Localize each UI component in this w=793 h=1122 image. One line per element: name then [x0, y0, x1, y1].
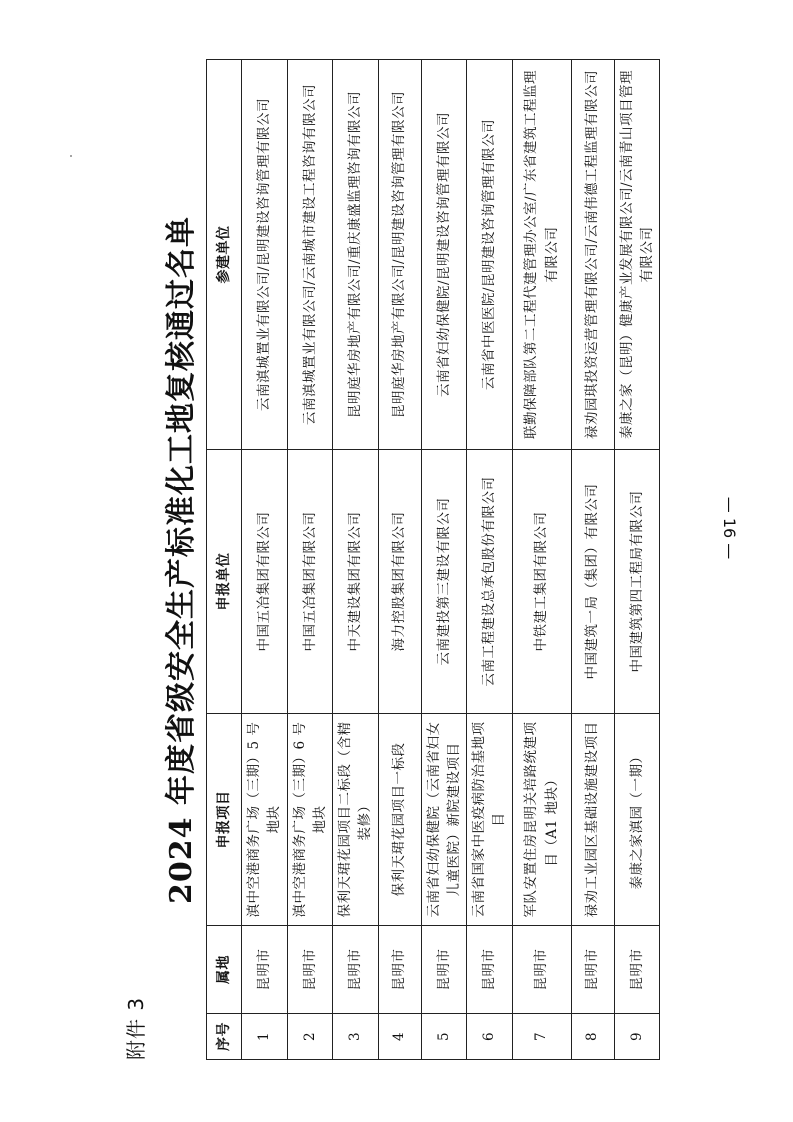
table-row: [467, 60, 513, 1060]
table-row: [571, 60, 614, 1060]
cell-location: 昆明市: [467, 926, 513, 1014]
table-row: [287, 60, 333, 1060]
cell-location: 昆明市: [242, 926, 288, 1014]
cell-project: 滇中空港商务广场（三期）6 号地块: [287, 714, 333, 926]
cell-participants: 云南省妇幼保健院/昆明建设咨询管理有限公司: [421, 60, 467, 450]
cell-index: 7: [512, 1014, 571, 1060]
cell-project: 保利天珺花园项目一标段: [378, 714, 421, 926]
cell-index: 3: [333, 1014, 379, 1060]
cell-unit: 中国五冶集团有限公司: [242, 450, 288, 714]
header-participants: 参建单位: [207, 60, 242, 450]
table-row: [333, 60, 379, 1060]
cell-unit: 云南工程建设总承包股份有限公司: [467, 450, 513, 714]
cell-participants: 云南滇城置业有限公司/昆明建设咨询管理有限公司: [242, 60, 288, 450]
approval-list-table: [206, 59, 660, 1060]
table-row: [421, 60, 467, 1060]
cell-participants: 昆明庭华房地产有限公司/昆明建设咨询管理有限公司: [378, 60, 421, 450]
table-row: [512, 60, 571, 1060]
cell-project: 云南省国家中医疫病防治基地项目: [467, 714, 513, 926]
cell-participants: 泰康之家（昆明）健康产业发展有限公司/云南青山项目管理有限公司: [614, 60, 660, 450]
header-index: 序号: [207, 1014, 242, 1060]
cell-location: 昆明市: [571, 926, 614, 1014]
header-unit: 申报单位: [207, 450, 242, 714]
cell-unit: 中天建设集团有限公司: [333, 450, 379, 714]
page-title: 2024 年度省级安全生产标准化工地复核通过名单: [164, 216, 199, 904]
rotated-page-content: [120, 60, 760, 1060]
cell-location: 昆明市: [287, 926, 333, 1014]
table-row: [242, 60, 288, 1060]
cell-project: 禄劝工业园区基础设施建设项目: [571, 714, 614, 926]
cell-location: 昆明市: [378, 926, 421, 1014]
cell-participants: 联勤保障部队第二工程代建管理办公室/广东省建筑工程监理有限公司: [512, 60, 571, 450]
cell-participants: 云南滇城置业有限公司/云南城市建设工程咨询有限公司: [287, 60, 333, 450]
cell-project: 保利天珺花园项目二标段（含精装修）: [333, 714, 379, 926]
cell-project: 泰康之家滇园（一期）: [614, 714, 660, 926]
cell-unit: 中铁建工集团有限公司: [512, 450, 571, 714]
cell-unit: 中国五冶集团有限公司: [287, 450, 333, 714]
cell-location: 昆明市: [333, 926, 379, 1014]
cell-unit: 海力控股集团有限公司: [378, 450, 421, 714]
cell-index: 8: [571, 1014, 614, 1060]
cell-index: 4: [378, 1014, 421, 1060]
cell-participants: 云南省中医医院/昆明建设咨询管理有限公司: [467, 60, 513, 450]
cell-index: 1: [242, 1014, 288, 1060]
cell-index: 5: [421, 1014, 467, 1060]
attachment-label: 附件 3: [124, 996, 148, 1060]
cell-project: 滇中空港商务广场（三期）5 号地块: [242, 714, 288, 926]
cell-project: 云南省妇幼保健院（云南省妇女儿童医院）新院建设项目: [421, 714, 467, 926]
table-row: [378, 60, 421, 1060]
cell-index: 6: [467, 1014, 513, 1060]
scan-speck: [70, 155, 72, 157]
cell-location: 昆明市: [512, 926, 571, 1014]
cell-participants: 昆明庭华房地产有限公司/重庆康盛监理咨询有限公司: [333, 60, 379, 450]
table-row: [614, 60, 660, 1060]
cell-project: 军队安置住房昆明关培路统建项目（A1 地块）: [512, 714, 571, 926]
page-number: — 16 —: [720, 496, 739, 560]
cell-unit: 中国建筑一局（集团）有限公司: [571, 450, 614, 714]
cell-participants: 禄劝园琪投资运营管理有限公司/云南伟德工程监理有限公司: [571, 60, 614, 450]
cell-unit: 云南建投第三建设有限公司: [421, 450, 467, 714]
cell-index: 2: [287, 1014, 333, 1060]
table-header-row: [207, 60, 242, 1060]
cell-location: 昆明市: [614, 926, 660, 1014]
header-location: 属地: [207, 926, 242, 1014]
header-project: 申报项目: [207, 714, 242, 926]
cell-index: 9: [614, 1014, 660, 1060]
cell-unit: 中国建筑第四工程局有限公司: [614, 450, 660, 714]
cell-location: 昆明市: [421, 926, 467, 1014]
